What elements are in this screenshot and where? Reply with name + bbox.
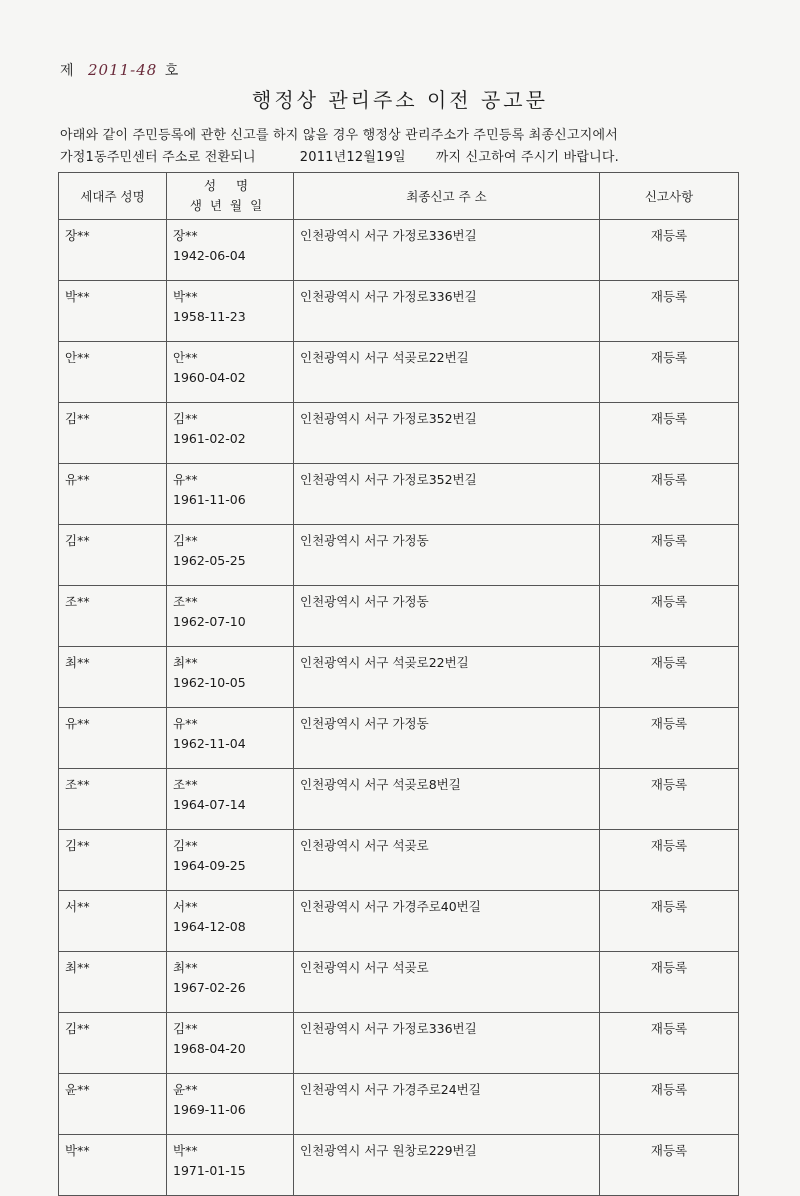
cell-name: 김** xyxy=(173,411,198,426)
cell-birth: 1964-09-25 xyxy=(173,858,246,873)
table-row xyxy=(59,952,739,1013)
document-number xyxy=(60,60,178,80)
cell-name: 서** xyxy=(173,899,198,914)
table-row xyxy=(59,647,739,708)
cell-head-name: 장** xyxy=(59,220,167,281)
header-head-name: 세대주 성명 xyxy=(59,173,167,220)
cell-birth: 1960-04-02 xyxy=(173,370,246,385)
table-row xyxy=(59,769,739,830)
cell-name: 조** xyxy=(173,594,198,609)
cell-name-birth xyxy=(167,830,294,891)
table-row xyxy=(59,464,739,525)
notice-line-2-start: 가정1동주민센터 주소로 전환되니 xyxy=(60,150,256,165)
cell-status: 재등록 xyxy=(600,281,739,342)
cell-head-name: 최** xyxy=(59,952,167,1013)
cell-status: 재등록 xyxy=(600,952,739,1013)
cell-birth: 1969-11-06 xyxy=(173,1102,246,1117)
cell-address: 인천광역시 서구 석곶로 xyxy=(294,952,600,1013)
cell-birth: 1961-02-02 xyxy=(173,431,246,446)
header-birth: 생년월일 xyxy=(189,198,271,213)
cell-name: 최** xyxy=(173,655,198,670)
cell-address: 인천광역시 서구 가정로336번길 xyxy=(294,1013,600,1074)
cell-address: 인천광역시 서구 석곶로22번길 xyxy=(294,342,600,403)
cell-name-birth xyxy=(167,525,294,586)
table-row xyxy=(59,1135,739,1196)
cell-address: 인천광역시 서구 석곶로8번길 xyxy=(294,769,600,830)
cell-head-name: 서** xyxy=(59,891,167,952)
cell-name: 김** xyxy=(173,838,198,853)
cell-address: 인천광역시 서구 가정로336번길 xyxy=(294,220,600,281)
header-name-birth xyxy=(167,173,294,220)
notice-text xyxy=(60,125,750,169)
cell-birth: 1961-11-06 xyxy=(173,492,246,507)
cell-address: 인천광역시 서구 가경주로24번길 xyxy=(294,1074,600,1135)
cell-birth: 1964-12-08 xyxy=(173,919,246,934)
doc-number-prefix: 제 xyxy=(60,63,74,79)
cell-address: 인천광역시 서구 원창로229번길 xyxy=(294,1135,600,1196)
cell-address: 인천광역시 서구 가정로336번길 xyxy=(294,281,600,342)
cell-name-birth xyxy=(167,952,294,1013)
cell-address: 인천광역시 서구 가경주로40번길 xyxy=(294,891,600,952)
table-row xyxy=(59,1074,739,1135)
cell-name-birth xyxy=(167,586,294,647)
notice-deadline-date: 2011년12월19일 xyxy=(299,150,406,165)
cell-birth: 1962-05-25 xyxy=(173,553,246,568)
cell-head-name: 김** xyxy=(59,403,167,464)
doc-number-handwritten: 2011-48 xyxy=(87,61,158,79)
cell-address: 인천광역시 서구 석곶로 xyxy=(294,830,600,891)
cell-name-birth xyxy=(167,891,294,952)
table-row xyxy=(59,220,739,281)
cell-name-birth xyxy=(167,1074,294,1135)
cell-status: 재등록 xyxy=(600,586,739,647)
cell-address: 인천광역시 서구 가정동 xyxy=(294,586,600,647)
cell-status: 재등록 xyxy=(600,769,739,830)
resident-table xyxy=(58,172,739,1196)
cell-status: 재등록 xyxy=(600,891,739,952)
header-report: 신고사항 xyxy=(600,173,739,220)
table-header-row xyxy=(59,173,739,220)
table-row xyxy=(59,342,739,403)
cell-head-name: 김** xyxy=(59,1013,167,1074)
cell-address: 인천광역시 서구 석곶로22번길 xyxy=(294,647,600,708)
table-row xyxy=(59,830,739,891)
cell-name: 장** xyxy=(173,228,198,243)
notice-line-1: 아래와 같이 주민등록에 관한 신고를 하지 않을 경우 행정상 관리주소가 주민등록 최종신고지에서 xyxy=(60,128,618,143)
cell-name: 유** xyxy=(173,716,198,731)
cell-name-birth xyxy=(167,342,294,403)
cell-name: 안** xyxy=(173,350,198,365)
cell-birth: 1942-06-04 xyxy=(173,248,246,263)
cell-address: 인천광역시 서구 가정동 xyxy=(294,525,600,586)
cell-name-birth xyxy=(167,769,294,830)
cell-head-name: 조** xyxy=(59,769,167,830)
cell-name-birth xyxy=(167,464,294,525)
cell-name: 박** xyxy=(173,289,198,304)
cell-address: 인천광역시 서구 가정동 xyxy=(294,708,600,769)
table-row xyxy=(59,1013,739,1074)
cell-birth: 1962-07-10 xyxy=(173,614,246,629)
cell-status: 재등록 xyxy=(600,1135,739,1196)
cell-head-name: 유** xyxy=(59,464,167,525)
cell-status: 재등록 xyxy=(600,525,739,586)
cell-status: 재등록 xyxy=(600,1074,739,1135)
cell-name: 최** xyxy=(173,960,198,975)
cell-head-name: 최** xyxy=(59,647,167,708)
cell-birth: 1971-01-15 xyxy=(173,1163,246,1178)
table-row xyxy=(59,403,739,464)
cell-name: 조** xyxy=(173,777,198,792)
cell-birth: 1958-11-23 xyxy=(173,309,246,324)
table-row xyxy=(59,281,739,342)
cell-head-name: 박** xyxy=(59,281,167,342)
cell-birth: 1962-10-05 xyxy=(173,675,246,690)
notice-line-2 xyxy=(60,147,750,169)
cell-status: 재등록 xyxy=(600,830,739,891)
cell-status: 재등록 xyxy=(600,1013,739,1074)
notice-line-2-end: 까지 신고하여 주시기 바랍니다. xyxy=(435,150,619,165)
cell-birth: 1962-11-04 xyxy=(173,736,246,751)
table-row xyxy=(59,586,739,647)
cell-head-name: 유** xyxy=(59,708,167,769)
header-address: 최종신고 주 소 xyxy=(294,173,600,220)
cell-birth: 1967-02-26 xyxy=(173,980,246,995)
header-name: 성 명 xyxy=(203,178,257,193)
cell-name: 박** xyxy=(173,1143,198,1158)
cell-name-birth xyxy=(167,1135,294,1196)
cell-status: 재등록 xyxy=(600,708,739,769)
cell-name: 김** xyxy=(173,1021,198,1036)
cell-head-name: 윤** xyxy=(59,1074,167,1135)
cell-status: 재등록 xyxy=(600,342,739,403)
cell-head-name: 안** xyxy=(59,342,167,403)
cell-address: 인천광역시 서구 가정로352번길 xyxy=(294,403,600,464)
cell-name-birth xyxy=(167,403,294,464)
cell-name: 유** xyxy=(173,472,198,487)
cell-name-birth xyxy=(167,1013,294,1074)
cell-name-birth xyxy=(167,647,294,708)
cell-status: 재등록 xyxy=(600,647,739,708)
cell-status: 재등록 xyxy=(600,220,739,281)
cell-head-name: 김** xyxy=(59,525,167,586)
cell-status: 재등록 xyxy=(600,403,739,464)
cell-status: 재등록 xyxy=(600,464,739,525)
cell-head-name: 박** xyxy=(59,1135,167,1196)
cell-name: 김** xyxy=(173,533,198,548)
cell-name-birth xyxy=(167,281,294,342)
cell-name-birth xyxy=(167,220,294,281)
cell-name: 윤** xyxy=(173,1082,198,1097)
table-row xyxy=(59,525,739,586)
cell-address: 인천광역시 서구 가정로352번길 xyxy=(294,464,600,525)
page-title: 행정상 관리주소 이전 공고문 xyxy=(252,88,548,112)
cell-head-name: 조** xyxy=(59,586,167,647)
cell-birth: 1964-07-14 xyxy=(173,797,246,812)
cell-name-birth xyxy=(167,708,294,769)
cell-head-name: 김** xyxy=(59,830,167,891)
table-row xyxy=(59,708,739,769)
table-row xyxy=(59,891,739,952)
doc-number-suffix: 호 xyxy=(164,63,179,79)
cell-birth: 1968-04-20 xyxy=(173,1041,246,1056)
